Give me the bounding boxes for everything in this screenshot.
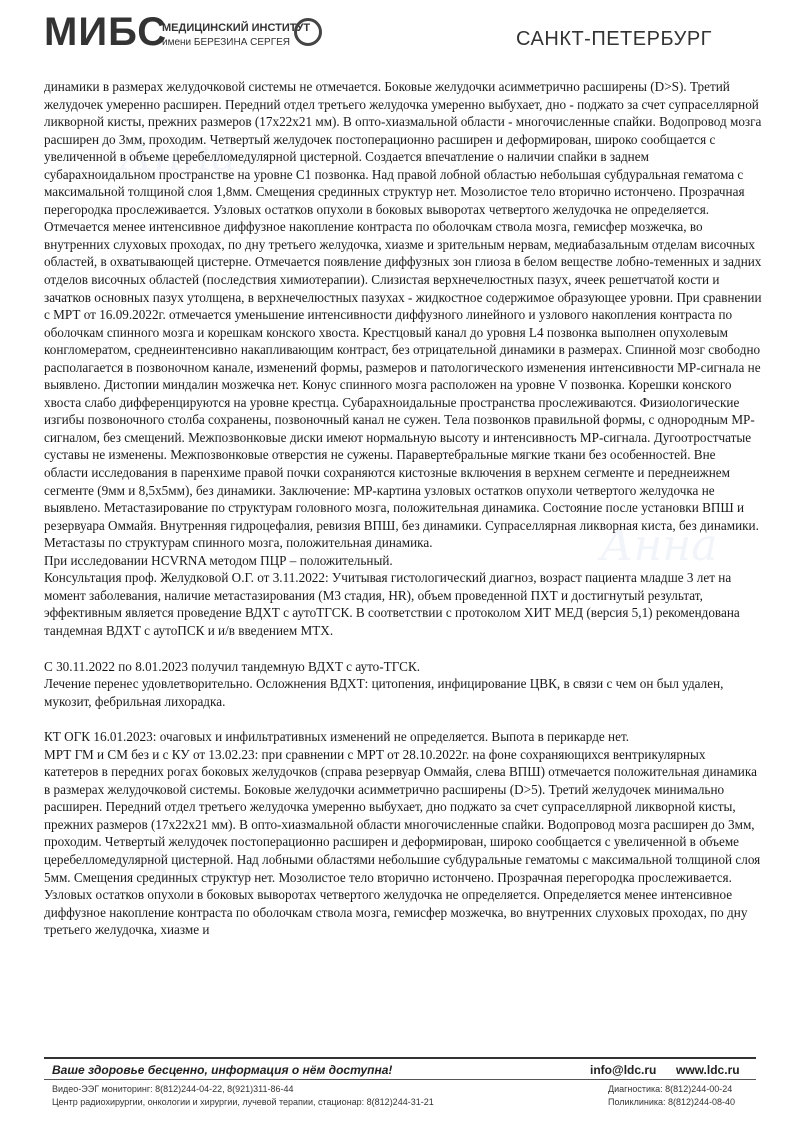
report-paragraph: Лечение перенес удовлетворительно. Осложнения ВДХТ: цитопения, инфицирование ЦВК, в связи с чем он был удален, мукозит, фебрильная лихорадка. (44, 676, 724, 709)
report-paragraph: С 30.11.2022 по 8.01.2023 получил тандемную ВДХТ с ауто-ТГСК. (44, 658, 421, 674)
footer-website-link[interactable]: www.ldc.ru (676, 1063, 740, 1077)
report-paragraph: При исследовании HCVRNA методом ПЦР – положительный. (44, 552, 393, 568)
footer-divider (44, 1057, 756, 1059)
watermark-signature: Анна (140, 840, 258, 891)
institute-logo (44, 10, 344, 66)
logo-name-line: имени БЕРЕЗИНА СЕРГЕЯ (162, 37, 291, 48)
report-paragraph: КТ ОГК 16.01.2023: очаговых и инфильтративных изменений не определяется. Выпота в перикарде нет. (44, 729, 630, 745)
footer-divider (44, 1079, 756, 1080)
footer-tagline: Ваше здоровье бесценно, информация о нём доступна! (52, 1063, 393, 1077)
report-paragraph: МРТ ГМ и СМ без и с КУ от 13.02.23: при сравнении с МРТ от 28.10.2022г. на фоне сохраняющихся вентрикулярных катетеров в передних рогах боковых желудочков (справа резервуар Оммайя, слева ВПШ) отмечается положительная динамика в размерах желудочковой системы. Боковые желудочки асимметрично расширены (D>5). Третий желудочек минимально расширен. Передний отдел третьего желудочка умеренно выбухает, дно поджато за счет супраселлярной ликворной кисты, прежних размеров (17x22x21 мм). В опто-хиазмальной области многочисленные спайки. Водопровод мозга расширен до 3мм, проходим. Четвертый желудочек постоперационно расширен и деформирован, широко сообщается с увеличенной в объеме церебелломедулярной цистерной. Над лобными областями небольшие субдуральные гематомы с максимальной толщиной слоя 5мм. Смещения срединных структур нет. Мозолистое тело вторично истончено. Прозрачная перегородка прослеживается. Узловых остатков опухоли в боковых выворотах четвертого желудочка не определяется. Определяется менее интенсивное диффузное накопление контраста по оболочкам ствола мозга, гемисфер мозжечка, во внутренних слуховых проходах, по дну третьего желудочка, хиазме и (44, 746, 761, 938)
footer-phone-clinic: Поликлиника: 8(812)244-08-40 (608, 1097, 736, 1107)
city-name: САНКТ-ПЕТЕРБУРГ (516, 28, 712, 50)
report-body (44, 78, 762, 939)
footer-phone-center: Центр радиохирургии, онкологии и хирургии, лучевой терапии, стационар: 8(812)244-31-21 (52, 1097, 434, 1107)
page-footer (0, 1057, 800, 1142)
footer-email-link[interactable]: info@ldc.ru (590, 1063, 657, 1077)
footer-phone-diagnostics: Диагностика: 8(812)244-00-24 (608, 1084, 733, 1094)
logo-institute-line: МЕДИЦИНСКИЙ ИНСТИТУТ (162, 22, 311, 34)
watermark-signature: Анна (600, 520, 718, 571)
logo-circle-icon (294, 18, 322, 46)
report-paragraph: динамики в размерах желудочковой системы не отмечается. Боковые желудочки асимметрично расширены (D>S). Третий желудочек умеренно расширен. Передний отдел третьего желудочка умеренно выбухает, дно - поджато за счет супраселлярной ликворной кисты, прежних размеров (17x22x21 мм). В опто-хиазмальной области - многочисленные спайки. Водопровод мозга расширен до 3мм, проходим. Четвертый желудочек постоперационно расширен и деформирован, широко сообщается с увеличенной в объеме церебелломедулярной цистерной. Создается впечатление о наличии спайки в заднем субарахноидальном пространстве на уровне С1 позвонка. Над правой лобной областью небольшая субдуральная гематома с максимальной толщиной слоя 1,8мм. Смещения срединных структур нет. Мозолистое тело вторично истончено. Прозрачная перегородка прослеживается. Узловых остатков опухоли в боковых выворотах четвертого желудочка не определяется. Отмечается менее интенсивное диффузное накопление контраста по оболочкам ствола мозга, гемисфер мозжечка, во внутренних слуховых проходах, по дну третьего желудочка, хиазме и зрительным нервам, медиабазальным отделам височных областей, в охватывающей цистерне. Отмечается появление диффузных зон глиоза в белом веществе лобно-теменных и задних отделов височных областей (последствия химиотерапии). Слизистая верхнечелюстных пазух, ячеек решетчатой кости и зачатков основных пазух утолщена, в верхнечелюстных пазухах - жидкостное содержимое образующее уровни. При сравнении с МРТ от 16.09.2022г. отмечается уменьшение интенсивности диффузного линейного и узлового накопления контраста по оболочкам спинного мозга и корешкам конского хвоста. Крестцовый канал до уровня L4 позвонка выполнен опухолевым конгломератом, среднеинтенсивно накапливающим контраст, без отрицательной динамики в размерах. Спинной мозг свободно располагается в позвоночном канале, изменений формы, размеров и патологического изменения интенсивности МР-сигнала не выявлено. Дистопии миндалин мозжечка нет. Конус спинного мозга расположен на уровне V позвонка. Корешки конского хвоста слабо дифференцируются на уровне крестца. Субарахноидальные пространства прослеживаются. Физиологические изгибы позвоночного столба сохранены, позвоночный канал не сужен. Тела позвонков правильной формы, с однородным МР-сигналом, без смещений. Межпозвонковые диски имеют нормальную высоту и интенсивность МР-сигнала. Дугоотростчатые суставы не изменены. Межпозвонковые отверстия не сужены. Паравертебральные мягкие ткани без особенностей. Вне области исследования в паренхиме правой почки сохраняются кистозные включения в верхнем сегменте и переднеижнем сегменте (9мм и 8,5x5мм), без динамики. Заключение: МР-картина узловых остатков опухоли четвертого желудочка не выявлено. Метастазирование по структурам головного мозга, положительная динамика. Состояние после установки ВПШ и резервуара Оммайя. Внутренняя гидроцефалия, ревизия ВПШ, без динамики. Супраселлярная ликворная киста, без динамики. Метастазы по структурам спинного мозга, положительная динамика. (44, 79, 762, 551)
watermark-signature: Анна (120, 130, 238, 181)
logo-mark: МИБС (44, 10, 168, 54)
report-paragraph: Консультация проф. Желудковой О.Г. от 3.11.2022: Учитывая гистологический диагноз, возраст пациента младше 3 лет на момент заболевания, наличие метастазирования (М3 стадия, HR), объем проведенной ПХТ и достигнутый результат, эффективным является проведение ВДХТ с аутоТГСК. В соответствии с протоколом ХИТ МЕД (версия 5,1) рекомендована тандемная ВДХТ с аутоПСК и и/в введением МТХ. (44, 570, 740, 638)
letterhead (0, 0, 800, 72)
footer-phone-eeg: Видео-ЭЭГ мониторинг: 8(812)244-04-22, 8(921)311-86-44 (52, 1084, 294, 1094)
